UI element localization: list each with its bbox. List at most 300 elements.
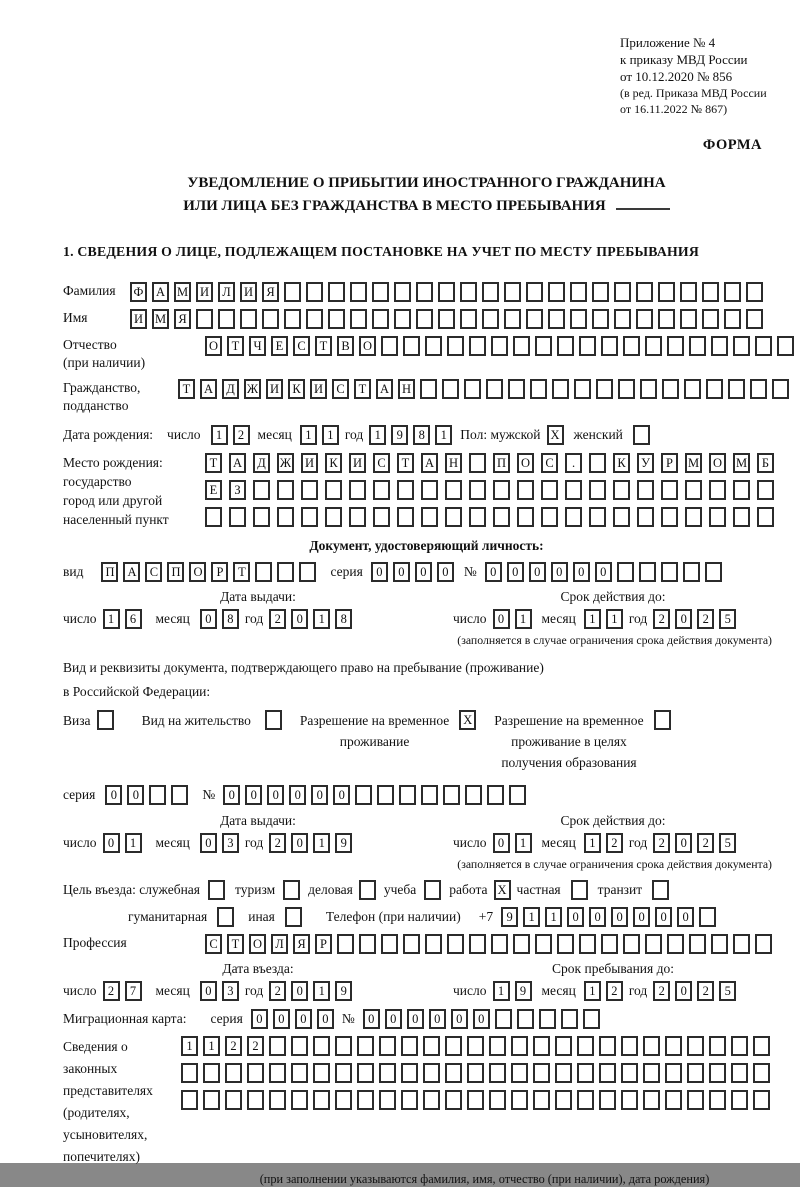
form-cell[interactable]: 0 [589, 907, 606, 927]
form-cell[interactable] [613, 507, 630, 527]
form-cell[interactable]: И [196, 282, 213, 302]
form-cell[interactable] [277, 562, 294, 582]
form-cell[interactable] [652, 880, 669, 900]
form-cell[interactable] [665, 1063, 682, 1083]
form-cell[interactable]: 0 [103, 833, 120, 853]
form-cell[interactable] [265, 710, 282, 730]
form-cell[interactable] [379, 1036, 396, 1056]
form-cell[interactable]: 0 [407, 1009, 424, 1029]
form-cell[interactable] [601, 336, 618, 356]
form-cell[interactable] [750, 379, 767, 399]
form-cell[interactable]: 5 [719, 609, 736, 629]
form-cell[interactable] [467, 1036, 484, 1056]
form-cell[interactable] [589, 453, 606, 473]
form-cell[interactable]: 0 [200, 609, 217, 629]
form-cell[interactable] [493, 480, 510, 500]
form-cell[interactable] [565, 507, 582, 527]
form-cell[interactable] [218, 309, 235, 329]
form-cell[interactable]: 9 [335, 833, 352, 853]
form-cell[interactable] [299, 562, 316, 582]
form-cell[interactable] [460, 309, 477, 329]
form-cell[interactable]: 0 [105, 785, 122, 805]
form-cell[interactable] [654, 710, 671, 730]
form-cell[interactable] [381, 336, 398, 356]
form-cell[interactable] [596, 379, 613, 399]
form-cell[interactable] [511, 1036, 528, 1056]
form-cell[interactable] [269, 1036, 286, 1056]
form-cell[interactable]: 0 [200, 833, 217, 853]
form-cell[interactable] [269, 1090, 286, 1110]
form-cell[interactable]: О [189, 562, 206, 582]
form-cell[interactable] [240, 309, 257, 329]
form-cell[interactable] [665, 1036, 682, 1056]
form-cell[interactable] [535, 934, 552, 954]
form-cell[interactable]: П [493, 453, 510, 473]
form-cell[interactable] [467, 1063, 484, 1083]
form-cell[interactable]: 0 [529, 562, 546, 582]
form-cell[interactable]: М [152, 309, 169, 329]
form-cell[interactable] [658, 309, 675, 329]
form-cell[interactable]: 0 [507, 562, 524, 582]
form-cell[interactable]: 0 [200, 981, 217, 1001]
form-cell[interactable] [491, 336, 508, 356]
form-cell[interactable] [592, 309, 609, 329]
form-cell[interactable] [702, 309, 719, 329]
form-cell[interactable] [277, 480, 294, 500]
form-cell[interactable]: Б [757, 453, 774, 473]
form-cell[interactable]: 1 [515, 609, 532, 629]
form-cell[interactable]: Т [233, 562, 250, 582]
form-cell[interactable] [757, 480, 774, 500]
form-cell[interactable] [643, 1036, 660, 1056]
form-cell[interactable]: Ж [277, 453, 294, 473]
form-cell[interactable]: А [421, 453, 438, 473]
form-cell[interactable] [445, 480, 462, 500]
form-cell[interactable] [565, 480, 582, 500]
form-cell[interactable] [689, 934, 706, 954]
form-cell[interactable]: И [301, 453, 318, 473]
form-cell[interactable] [489, 1090, 506, 1110]
form-cell[interactable] [313, 1036, 330, 1056]
form-cell[interactable]: 0 [485, 562, 502, 582]
form-cell[interactable] [601, 934, 618, 954]
form-cell[interactable] [504, 282, 521, 302]
form-cell[interactable] [614, 309, 631, 329]
form-cell[interactable]: 1 [369, 425, 386, 445]
form-cell[interactable] [203, 1090, 220, 1110]
form-cell[interactable]: 1 [322, 425, 339, 445]
form-cell[interactable]: 0 [611, 907, 628, 927]
form-cell[interactable]: 1 [211, 425, 228, 445]
form-cell[interactable] [680, 282, 697, 302]
form-cell[interactable]: Ж [244, 379, 261, 399]
form-cell[interactable]: 0 [451, 1009, 468, 1029]
form-cell[interactable] [460, 282, 477, 302]
form-cell[interactable]: А [123, 562, 140, 582]
form-cell[interactable]: Т [315, 336, 332, 356]
form-cell[interactable]: 1 [181, 1036, 198, 1056]
form-cell[interactable] [229, 507, 246, 527]
form-cell[interactable] [203, 1063, 220, 1083]
form-cell[interactable] [511, 1090, 528, 1110]
form-cell[interactable] [306, 309, 323, 329]
form-cell[interactable]: 0 [371, 562, 388, 582]
form-cell[interactable]: П [101, 562, 118, 582]
form-cell[interactable] [533, 1063, 550, 1083]
form-cell[interactable] [724, 309, 741, 329]
form-cell[interactable] [491, 934, 508, 954]
form-cell[interactable]: У [637, 453, 654, 473]
form-cell[interactable] [445, 507, 462, 527]
form-cell[interactable]: 5 [719, 981, 736, 1001]
form-cell[interactable]: О [205, 336, 222, 356]
form-cell[interactable]: 0 [493, 609, 510, 629]
form-cell[interactable]: 0 [675, 981, 692, 1001]
form-cell[interactable]: 0 [245, 785, 262, 805]
form-cell[interactable] [357, 1063, 374, 1083]
form-cell[interactable] [421, 507, 438, 527]
form-cell[interactable]: 2 [653, 981, 670, 1001]
form-cell[interactable] [613, 480, 630, 500]
form-cell[interactable] [337, 934, 354, 954]
form-cell[interactable]: 2 [653, 609, 670, 629]
form-cell[interactable] [579, 934, 596, 954]
form-cell[interactable]: 1 [523, 907, 540, 927]
form-cell[interactable]: 1 [103, 609, 120, 629]
form-cell[interactable] [291, 1036, 308, 1056]
form-cell[interactable] [247, 1090, 264, 1110]
form-cell[interactable]: Ч [249, 336, 266, 356]
form-cell[interactable] [637, 480, 654, 500]
form-cell[interactable] [541, 507, 558, 527]
form-cell[interactable] [335, 1090, 352, 1110]
form-cell[interactable]: А [200, 379, 217, 399]
form-cell[interactable] [467, 1090, 484, 1110]
form-cell[interactable] [513, 336, 530, 356]
form-cell[interactable] [357, 1036, 374, 1056]
form-cell[interactable]: 0 [223, 785, 240, 805]
form-cell[interactable] [645, 336, 662, 356]
form-cell[interactable]: Т [205, 453, 222, 473]
form-cell[interactable] [372, 282, 389, 302]
form-cell[interactable] [291, 1090, 308, 1110]
form-cell[interactable] [489, 1036, 506, 1056]
form-cell[interactable]: 1 [584, 609, 601, 629]
form-cell[interactable] [269, 1063, 286, 1083]
form-cell[interactable] [493, 507, 510, 527]
form-cell[interactable] [535, 336, 552, 356]
form-cell[interactable] [577, 1036, 594, 1056]
form-cell[interactable] [731, 1090, 748, 1110]
form-cell[interactable]: Р [211, 562, 228, 582]
form-cell[interactable] [421, 785, 438, 805]
form-cell[interactable] [755, 934, 772, 954]
form-cell[interactable] [401, 1090, 418, 1110]
form-cell[interactable] [618, 379, 635, 399]
form-cell[interactable] [711, 934, 728, 954]
form-cell[interactable] [443, 785, 460, 805]
form-cell[interactable]: Ф [130, 282, 147, 302]
form-cell[interactable] [561, 1009, 578, 1029]
form-cell[interactable] [97, 710, 114, 730]
form-cell[interactable] [705, 562, 722, 582]
form-cell[interactable]: 2 [697, 833, 714, 853]
form-cell[interactable]: 2 [269, 981, 286, 1001]
form-cell[interactable] [217, 907, 234, 927]
form-cell[interactable] [680, 309, 697, 329]
form-cell[interactable] [577, 1090, 594, 1110]
form-cell[interactable] [421, 480, 438, 500]
form-cell[interactable] [335, 1036, 352, 1056]
form-cell[interactable] [711, 336, 728, 356]
form-cell[interactable] [255, 562, 272, 582]
form-cell[interactable] [301, 480, 318, 500]
form-cell[interactable]: X [547, 425, 564, 445]
form-cell[interactable] [425, 934, 442, 954]
form-cell[interactable]: 0 [595, 562, 612, 582]
form-cell[interactable] [509, 785, 526, 805]
form-cell[interactable] [277, 507, 294, 527]
form-cell[interactable] [709, 1036, 726, 1056]
form-cell[interactable]: Е [205, 480, 222, 500]
form-cell[interactable] [401, 1036, 418, 1056]
form-cell[interactable]: 1 [300, 425, 317, 445]
form-cell[interactable] [589, 480, 606, 500]
form-cell[interactable]: 0 [251, 1009, 268, 1029]
form-cell[interactable]: Л [271, 934, 288, 954]
form-cell[interactable]: 1 [313, 609, 330, 629]
form-cell[interactable]: 1 [606, 609, 623, 629]
form-cell[interactable] [667, 336, 684, 356]
form-cell[interactable] [487, 785, 504, 805]
form-cell[interactable] [469, 507, 486, 527]
form-cell[interactable] [423, 1036, 440, 1056]
form-cell[interactable]: 0 [567, 907, 584, 927]
form-cell[interactable]: 0 [415, 562, 432, 582]
form-cell[interactable] [447, 336, 464, 356]
form-cell[interactable] [557, 336, 574, 356]
form-cell[interactable]: И [130, 309, 147, 329]
form-cell[interactable] [469, 336, 486, 356]
form-cell[interactable]: 2 [697, 981, 714, 1001]
form-cell[interactable] [577, 1063, 594, 1083]
form-cell[interactable] [196, 309, 213, 329]
form-cell[interactable] [403, 336, 420, 356]
form-cell[interactable]: 0 [291, 609, 308, 629]
form-cell[interactable] [533, 1090, 550, 1110]
form-cell[interactable]: О [709, 453, 726, 473]
form-cell[interactable]: 6 [125, 609, 142, 629]
form-cell[interactable] [438, 309, 455, 329]
form-cell[interactable] [643, 1090, 660, 1110]
form-cell[interactable] [394, 282, 411, 302]
form-cell[interactable]: 0 [363, 1009, 380, 1029]
form-cell[interactable] [687, 1036, 704, 1056]
form-cell[interactable]: С [332, 379, 349, 399]
form-cell[interactable] [592, 282, 609, 302]
form-cell[interactable] [623, 336, 640, 356]
form-cell[interactable] [482, 282, 499, 302]
form-cell[interactable]: X [459, 710, 476, 730]
form-cell[interactable] [621, 1090, 638, 1110]
form-cell[interactable] [445, 1090, 462, 1110]
form-cell[interactable] [469, 453, 486, 473]
form-cell[interactable] [526, 309, 543, 329]
form-cell[interactable]: С [373, 453, 390, 473]
form-cell[interactable] [709, 507, 726, 527]
form-cell[interactable]: М [174, 282, 191, 302]
form-cell[interactable] [636, 282, 653, 302]
form-cell[interactable]: 3 [222, 981, 239, 1001]
form-cell[interactable]: 1 [545, 907, 562, 927]
form-cell[interactable]: Т [397, 453, 414, 473]
form-cell[interactable] [504, 309, 521, 329]
form-cell[interactable]: 7 [125, 981, 142, 1001]
form-cell[interactable] [667, 934, 684, 954]
form-cell[interactable] [495, 1009, 512, 1029]
form-cell[interactable] [687, 1063, 704, 1083]
form-cell[interactable]: 0 [127, 785, 144, 805]
form-cell[interactable]: Л [218, 282, 235, 302]
form-cell[interactable] [181, 1063, 198, 1083]
form-cell[interactable]: 1 [435, 425, 452, 445]
form-cell[interactable]: А [229, 453, 246, 473]
form-cell[interactable]: 1 [584, 833, 601, 853]
form-cell[interactable]: З [229, 480, 246, 500]
form-cell[interactable]: М [733, 453, 750, 473]
form-cell[interactable] [571, 880, 588, 900]
form-cell[interactable]: 0 [573, 562, 590, 582]
form-cell[interactable]: 2 [697, 609, 714, 629]
form-cell[interactable] [539, 1009, 556, 1029]
form-cell[interactable] [599, 1036, 616, 1056]
form-cell[interactable]: 0 [267, 785, 284, 805]
form-cell[interactable] [464, 379, 481, 399]
form-cell[interactable]: Н [445, 453, 462, 473]
form-cell[interactable]: Е [271, 336, 288, 356]
form-cell[interactable] [555, 1036, 572, 1056]
form-cell[interactable]: И [310, 379, 327, 399]
form-cell[interactable]: 1 [313, 833, 330, 853]
form-cell[interactable]: Р [661, 453, 678, 473]
form-cell[interactable] [685, 507, 702, 527]
form-cell[interactable] [753, 1090, 770, 1110]
form-cell[interactable] [746, 282, 763, 302]
form-cell[interactable]: 0 [291, 833, 308, 853]
form-cell[interactable] [661, 480, 678, 500]
form-cell[interactable] [621, 1063, 638, 1083]
form-cell[interactable]: К [325, 453, 342, 473]
form-cell[interactable]: 0 [291, 981, 308, 1001]
form-cell[interactable]: 2 [103, 981, 120, 1001]
form-cell[interactable] [517, 507, 534, 527]
form-cell[interactable] [731, 1036, 748, 1056]
form-cell[interactable] [640, 379, 657, 399]
form-cell[interactable] [306, 282, 323, 302]
form-cell[interactable] [328, 309, 345, 329]
form-cell[interactable] [445, 1063, 462, 1083]
form-cell[interactable] [225, 1090, 242, 1110]
form-cell[interactable]: Т [178, 379, 195, 399]
form-cell[interactable]: 2 [225, 1036, 242, 1056]
form-cell[interactable] [424, 880, 441, 900]
form-cell[interactable] [350, 282, 367, 302]
form-cell[interactable] [508, 379, 525, 399]
form-cell[interactable] [301, 507, 318, 527]
form-cell[interactable]: О [249, 934, 266, 954]
form-cell[interactable] [687, 1090, 704, 1110]
form-cell[interactable]: Д [253, 453, 270, 473]
form-cell[interactable]: Я [293, 934, 310, 954]
form-cell[interactable] [379, 1090, 396, 1110]
form-cell[interactable] [205, 507, 222, 527]
form-cell[interactable] [555, 1090, 572, 1110]
form-cell[interactable] [702, 282, 719, 302]
form-cell[interactable] [753, 1036, 770, 1056]
form-cell[interactable]: 1 [584, 981, 601, 1001]
form-cell[interactable] [621, 1036, 638, 1056]
form-cell[interactable] [530, 379, 547, 399]
form-cell[interactable]: Д [222, 379, 239, 399]
form-cell[interactable]: Т [354, 379, 371, 399]
form-cell[interactable] [349, 480, 366, 500]
form-cell[interactable] [548, 282, 565, 302]
form-cell[interactable] [570, 309, 587, 329]
form-cell[interactable] [253, 507, 270, 527]
form-cell[interactable] [399, 785, 416, 805]
form-cell[interactable] [662, 379, 679, 399]
form-cell[interactable] [731, 1063, 748, 1083]
form-cell[interactable] [548, 309, 565, 329]
form-cell[interactable] [709, 1090, 726, 1110]
form-cell[interactable]: 8 [335, 609, 352, 629]
form-cell[interactable] [661, 562, 678, 582]
form-cell[interactable]: X [494, 880, 511, 900]
form-cell[interactable]: П [167, 562, 184, 582]
form-cell[interactable]: О [359, 336, 376, 356]
form-cell[interactable] [283, 880, 300, 900]
form-cell[interactable] [746, 309, 763, 329]
form-cell[interactable] [313, 1090, 330, 1110]
form-cell[interactable] [517, 1009, 534, 1029]
form-cell[interactable]: 0 [289, 785, 306, 805]
form-cell[interactable]: Н [398, 379, 415, 399]
form-cell[interactable] [423, 1090, 440, 1110]
form-cell[interactable] [755, 336, 772, 356]
form-cell[interactable]: И [266, 379, 283, 399]
form-cell[interactable]: 0 [317, 1009, 334, 1029]
form-cell[interactable] [416, 282, 433, 302]
form-cell[interactable]: 0 [333, 785, 350, 805]
form-cell[interactable] [482, 309, 499, 329]
form-cell[interactable] [313, 1063, 330, 1083]
form-cell[interactable]: 1 [493, 981, 510, 1001]
form-cell[interactable]: В [337, 336, 354, 356]
form-cell[interactable] [486, 379, 503, 399]
form-cell[interactable] [247, 1063, 264, 1083]
form-cell[interactable] [533, 1036, 550, 1056]
form-cell[interactable] [579, 336, 596, 356]
form-cell[interactable]: А [376, 379, 393, 399]
form-cell[interactable] [285, 907, 302, 927]
form-cell[interactable] [589, 507, 606, 527]
form-cell[interactable] [617, 562, 634, 582]
form-cell[interactable] [262, 309, 279, 329]
form-cell[interactable] [645, 934, 662, 954]
form-cell[interactable] [359, 880, 376, 900]
form-cell[interactable]: 0 [385, 1009, 402, 1029]
form-cell[interactable] [357, 1090, 374, 1110]
